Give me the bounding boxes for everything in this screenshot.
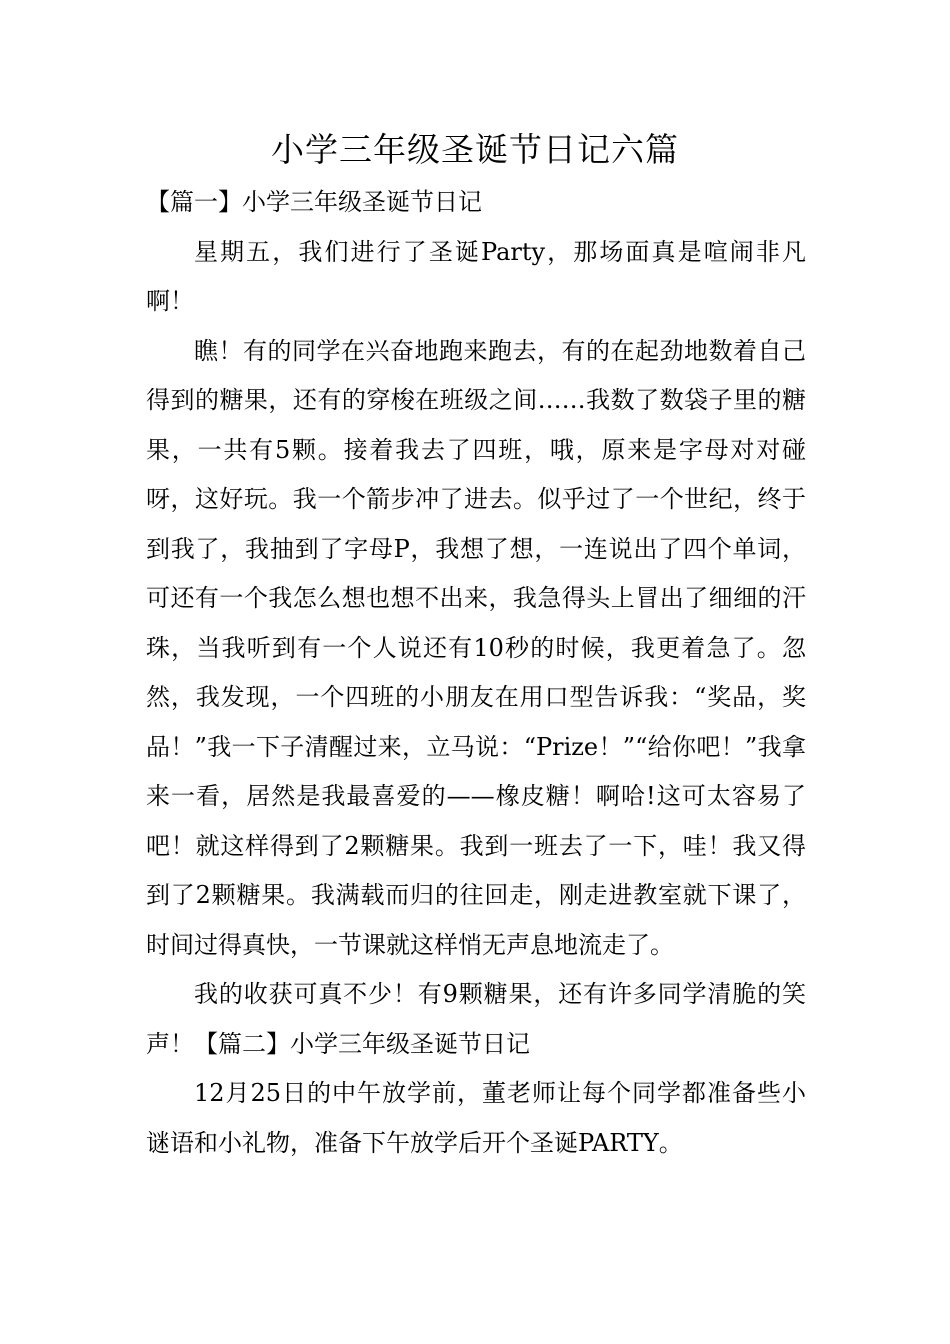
paragraph-3: 我的收获可真不少！有9颗糖果，还有许多同学清脆的笑声！【篇二】小学三年级圣诞节日记 bbox=[146, 980, 806, 1058]
document-title: 小学三年级圣诞节日记六篇 bbox=[271, 130, 679, 169]
section-heading-1: 【篇一】小学三年级圣诞节日记 bbox=[146, 188, 482, 216]
paragraph-4: 12月25日的中午放学前，董老师让每个同学都准备些小谜语和小礼物，准备下午放学后开个圣诞PARTY。 bbox=[146, 1079, 806, 1157]
paragraph-1: 星期五，我们进行了圣诞Party，那场面真是喧闹非凡啊！ bbox=[146, 237, 806, 315]
document-body bbox=[146, 178, 806, 1168]
paragraph-2: 瞧！有的同学在兴奋地跑来跑去，有的在起劲地数着自己得到的糖果，还有的穿梭在班级之间……我数了数袋子里的糖果，一共有5颗。接着我去了四班，哦，原来是字母对对碰呀，这好玩。我一个箭步冲了进去。似乎过了一个世纪，终于到我了，我抽到了字母P，我想了想，一连说出了四个单词，可还有一个我怎么想也想不出来，我急得头上冒出了细细的汗珠，当我听到有一个人说还有10秒的时候，我更着急了。忽然，我发现，一个四班的小朋友在用口型告诉我：“奖品，奖品！”我一下子清醒过来，立马说：“Prize！”“给你吧！”我拿来一看，居然是我最喜爱的——橡皮糖！啊哈!这可太容易了吧！就这样得到了2颗糖果。我到一班去了一下，哇！我又得到了2颗糖果。我满载而归的往回走，刚走进教室就下课了，时间过得真快，一节课就这样悄无声息地流走了。 bbox=[146, 336, 806, 959]
